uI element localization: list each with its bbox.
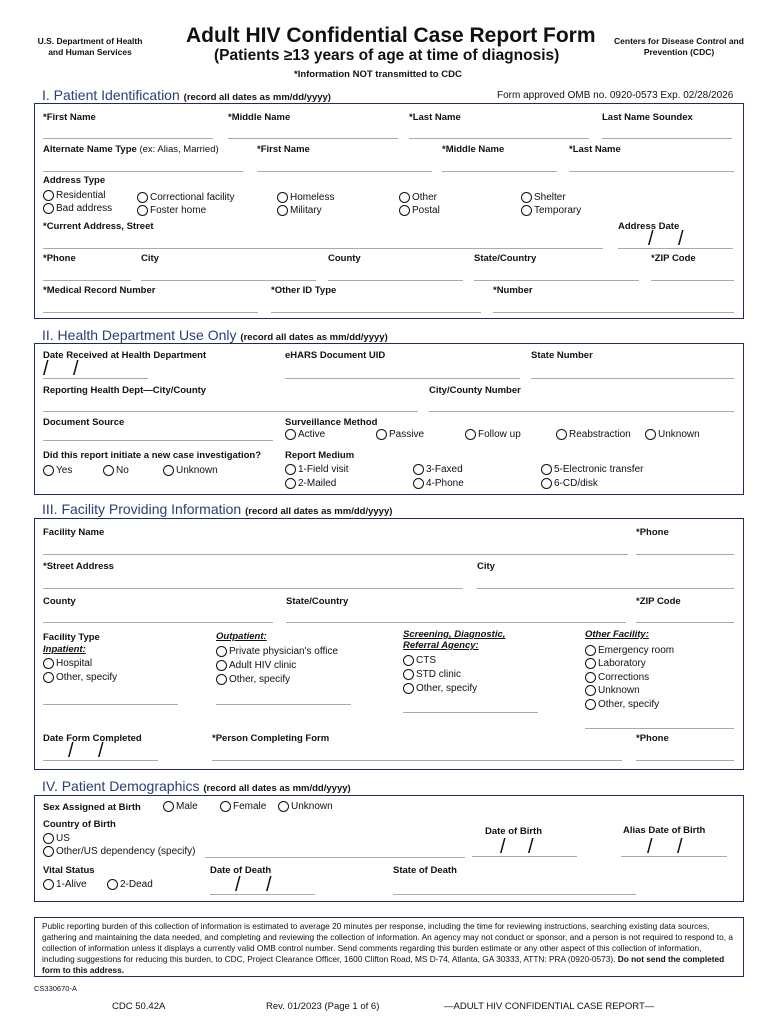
medium-phone[interactable]: 4-Phone xyxy=(413,478,464,489)
radio-icon xyxy=(285,429,296,440)
radio-icon xyxy=(521,205,532,216)
revision: Rev. 01/2023 (Page 1 of 6) xyxy=(266,1001,380,1012)
outpatient-other[interactable]: Other, specify xyxy=(216,674,290,685)
medium-mailed[interactable]: 2-Mailed xyxy=(285,478,336,489)
facility-name-label: Facility Name xyxy=(43,527,105,538)
other-id-field[interactable] xyxy=(271,312,481,313)
outpatient-private[interactable]: Private physician's office xyxy=(216,646,338,657)
mrn-field[interactable] xyxy=(43,312,258,313)
addr-military[interactable]: Military xyxy=(277,205,322,216)
radio-icon xyxy=(376,429,387,440)
addr-correctional[interactable]: Correctional facility xyxy=(137,192,234,203)
addr-temporary[interactable]: Temporary xyxy=(521,205,581,216)
zip-field[interactable] xyxy=(651,280,734,281)
new-case-unknown[interactable]: Unknown xyxy=(163,465,218,476)
radio-icon xyxy=(43,846,54,857)
facility-county-field[interactable] xyxy=(43,622,273,623)
inpatient-other[interactable]: Other, specify xyxy=(43,672,117,683)
vital-dead[interactable]: 2-Dead xyxy=(107,879,153,890)
facility-zip-field[interactable] xyxy=(636,622,734,623)
other-id-label: *Other ID Type xyxy=(271,285,337,296)
first-name-field[interactable] xyxy=(43,138,213,139)
surv-passive[interactable]: Passive xyxy=(376,429,424,440)
radio-icon xyxy=(541,464,552,475)
radio-icon xyxy=(163,465,174,476)
radio-icon xyxy=(43,203,54,214)
person-completing-field[interactable] xyxy=(212,760,622,761)
country-other[interactable]: Other/US dependency (specify) xyxy=(43,846,196,857)
radio-icon xyxy=(403,683,414,694)
sex-female[interactable]: Female xyxy=(220,801,266,812)
radio-icon xyxy=(103,465,114,476)
last-name-label: *Last Name xyxy=(409,112,461,123)
radio-icon xyxy=(585,672,596,683)
number-label: *Number xyxy=(493,285,533,296)
screening-other[interactable]: Other, specify xyxy=(403,683,477,694)
addr-shelter[interactable]: Shelter xyxy=(521,192,566,203)
outpatient-label: Outpatient: xyxy=(216,631,267,642)
radio-icon xyxy=(285,464,296,475)
other-er[interactable]: Emergency room xyxy=(585,645,674,656)
state-number-label: State Number xyxy=(531,350,593,361)
sex-label: Sex Assigned at Birth xyxy=(43,802,141,813)
addr-residential[interactable]: Residential xyxy=(43,190,105,201)
alias-dob-field[interactable]: / / xyxy=(621,838,727,858)
alt-first-name-field[interactable] xyxy=(257,171,432,172)
country-birth-label: Country of Birth xyxy=(43,819,116,830)
addr-foster-home[interactable]: Foster home xyxy=(137,205,206,216)
date-received-label: Date Received at Health Department xyxy=(43,350,207,361)
radio-icon xyxy=(645,429,656,440)
radio-icon xyxy=(556,429,567,440)
section-1-title: I. Patient Identification (record all dates as mm/dd/yyyy) xyxy=(42,87,331,103)
radio-icon xyxy=(585,699,596,710)
radio-icon xyxy=(278,801,289,812)
radio-icon xyxy=(465,429,476,440)
radio-icon xyxy=(137,205,148,216)
form-code: CS330670-A xyxy=(34,984,77,993)
radio-icon xyxy=(585,645,596,656)
radio-icon xyxy=(585,685,596,696)
radio-icon xyxy=(107,879,118,890)
ehars-field[interactable] xyxy=(285,378,520,379)
reporting-dept-field[interactable] xyxy=(43,411,418,412)
soundex-label: Last Name Soundex xyxy=(602,112,693,123)
completer-phone-label: *Phone xyxy=(636,733,669,744)
outpatient-other-field[interactable] xyxy=(216,704,351,705)
new-case-yes[interactable]: Yes xyxy=(43,465,72,476)
radio-icon xyxy=(216,660,227,671)
surv-reabstraction[interactable]: Reabstraction xyxy=(556,429,631,440)
sex-unknown[interactable]: Unknown xyxy=(278,801,333,812)
radio-icon xyxy=(277,192,288,203)
middle-name-field[interactable] xyxy=(228,138,398,139)
inpatient-hospital[interactable]: Hospital xyxy=(43,658,92,669)
form-number: CDC 50.42A xyxy=(112,1001,166,1012)
radio-icon xyxy=(585,658,596,669)
vital-status-label: Vital Status xyxy=(43,865,95,876)
surv-active[interactable]: Active xyxy=(285,429,325,440)
facility-state-label: State/Country xyxy=(286,596,349,607)
radio-icon xyxy=(43,833,54,844)
radio-icon xyxy=(43,879,54,890)
sex-male[interactable]: Male xyxy=(163,801,198,812)
first-name-label: *First Name xyxy=(43,112,96,123)
radio-icon xyxy=(163,801,174,812)
dod-label: Date of Death xyxy=(210,865,272,876)
alias-dob-label: Alias Date of Birth xyxy=(623,825,706,836)
other-corrections[interactable]: Corrections xyxy=(585,672,649,683)
person-completing-label: *Person Completing Form xyxy=(212,733,330,744)
radio-icon xyxy=(399,205,410,216)
surv-unknown[interactable]: Unknown xyxy=(645,429,700,440)
burden-statement: Public reporting burden of this collection of information is estimated to average 20 minutes per response, including the time for reviewing instructions, searching existing data sources, gathering and maintaining the data needed, and completing and reviewing the collection of information. An agency may not conduct or sponsor, and a person is not required to respond to, a collection of information unless it displays a currently valid OMB control number. Send comments regarding this burden estimate or any other aspect of this collection of information, including suggestions for reducing this burden, to CDC, Project Clearance Officer, 1600 Clifton Road, MS D-74, Atlanta, GA 30333, ATTN: PRA (0920-0573). Do not send the completed form to this address. xyxy=(34,917,744,977)
alt-name-type-field[interactable] xyxy=(43,171,243,172)
radio-icon xyxy=(277,205,288,216)
facility-name-field[interactable] xyxy=(43,554,628,555)
radio-icon xyxy=(220,801,231,812)
alt-middle-name-label: *Middle Name xyxy=(442,144,505,155)
report-medium-label: Report Medium xyxy=(285,450,355,461)
addr-bad-address[interactable]: Bad address xyxy=(43,203,112,214)
radio-icon xyxy=(403,669,414,680)
facility-phone-field[interactable] xyxy=(636,554,734,555)
medium-cd-disk[interactable]: 6-CD/disk xyxy=(541,478,598,489)
medium-field-visit[interactable]: 1-Field visit xyxy=(285,464,349,475)
addr-postal[interactable]: Postal xyxy=(399,205,440,216)
radio-icon xyxy=(43,672,54,683)
alt-name-type-label: Alternate Name Type (ex: Alias, Married) xyxy=(43,144,219,155)
form-subtitle: (Patients ≥13 years of age at time of diagnosis) xyxy=(214,47,560,64)
doc-source-field[interactable] xyxy=(43,440,273,441)
form-title: Adult HIV Confidential Case Report Form xyxy=(186,24,596,47)
screening-label: Screening, Diagnostic, Referral Agency: xyxy=(403,629,506,651)
radio-icon xyxy=(43,658,54,669)
date-received-field[interactable]: / / xyxy=(43,360,148,380)
radio-icon xyxy=(403,655,414,666)
address-date-label: Address Date xyxy=(618,221,680,232)
date-completed-label: Date Form Completed xyxy=(43,733,142,744)
addr-homeless[interactable]: Homeless xyxy=(277,192,334,203)
zip-label: *ZIP Code xyxy=(651,253,696,264)
county-field[interactable] xyxy=(328,280,463,281)
surv-follow-up[interactable]: Follow up xyxy=(465,429,521,440)
state-death-label: State of Death xyxy=(393,865,457,876)
middle-name-label: *Middle Name xyxy=(228,112,291,123)
facility-type-label: Facility Type xyxy=(43,632,100,643)
facility-phone-label: *Phone xyxy=(636,527,669,538)
facility-city-label: City xyxy=(477,561,495,572)
radio-icon xyxy=(413,478,424,489)
country-other-field[interactable] xyxy=(205,857,465,858)
agency-left: U.S. Department of Health and Human Services xyxy=(37,36,143,57)
other-unknown[interactable]: Unknown xyxy=(585,685,640,696)
date-completed-field[interactable]: / / xyxy=(43,742,158,762)
other-facility-label: Other Facility: xyxy=(585,629,649,640)
alt-last-name-field[interactable] xyxy=(569,171,734,172)
city-county-number-label: City/County Number xyxy=(429,385,521,396)
city-county-number-field[interactable] xyxy=(429,411,734,412)
street-label: *Current Address, Street xyxy=(43,221,154,232)
omb-number: Form approved OMB no. 0920-0573 Exp. 02/28/2026 xyxy=(497,90,734,101)
radio-icon xyxy=(413,464,424,475)
radio-icon xyxy=(137,192,148,203)
section-3-title: III. Facility Providing Information (record all dates as mm/dd/yyyy) xyxy=(42,501,393,517)
radio-icon xyxy=(541,478,552,489)
city-field[interactable] xyxy=(141,280,316,281)
phone-field[interactable] xyxy=(43,280,131,281)
screening-cts[interactable]: CTS xyxy=(403,655,436,666)
county-label: County xyxy=(328,253,361,264)
radio-icon xyxy=(216,674,227,685)
radio-icon xyxy=(521,192,532,203)
facility-zip-label: *ZIP Code xyxy=(636,596,681,607)
vital-alive[interactable]: 1-Alive xyxy=(43,879,87,890)
not-transmitted-note: *Information NOT transmitted to CDC xyxy=(294,69,462,80)
facility-city-field[interactable] xyxy=(477,588,734,589)
dob-label: Date of Birth xyxy=(485,826,542,837)
soundex-field[interactable] xyxy=(602,138,732,139)
country-us[interactable]: US xyxy=(43,833,70,844)
state-label: State/Country xyxy=(474,253,537,264)
radio-icon xyxy=(216,646,227,657)
last-name-field[interactable] xyxy=(409,138,589,139)
other-laboratory[interactable]: Laboratory xyxy=(585,658,646,669)
state-field[interactable] xyxy=(474,280,639,281)
address-date-field[interactable]: / / xyxy=(618,230,733,250)
mrn-label: *Medical Record Number xyxy=(43,285,156,296)
screening-other-field[interactable] xyxy=(403,712,538,713)
inpatient-label: Inpatient: xyxy=(43,644,86,655)
inpatient-other-field[interactable] xyxy=(43,704,178,705)
doc-source-label: Document Source xyxy=(43,417,125,428)
phone-label: *Phone xyxy=(43,253,76,264)
other-specify-field[interactable] xyxy=(585,728,734,729)
footer-label: —ADULT HIV CONFIDENTIAL CASE REPORT— xyxy=(444,1001,655,1012)
addr-other[interactable]: Other xyxy=(399,192,437,203)
dod-field[interactable]: / / xyxy=(210,876,315,896)
section-2-title: II. Health Department Use Only (record all dates as mm/dd/yyyy) xyxy=(42,327,388,343)
reporting-dept-label: Reporting Health Dept—City/County xyxy=(43,385,207,396)
radio-icon xyxy=(43,190,54,201)
ehars-label: eHARS Document UID xyxy=(285,350,386,361)
radio-icon xyxy=(285,478,296,489)
address-type-label: Address Type xyxy=(43,175,106,186)
surv-method-label: Surveillance Method xyxy=(285,417,378,428)
dob-field[interactable]: / / xyxy=(472,838,577,858)
new-case-no[interactable]: No xyxy=(103,465,129,476)
alt-first-name-label: *First Name xyxy=(257,144,310,155)
city-label: City xyxy=(141,253,159,264)
new-case-label: Did this report initiate a new case investigation? xyxy=(43,450,262,461)
screening-std[interactable]: STD clinic xyxy=(403,669,461,680)
facility-street-label: *Street Address xyxy=(43,561,114,572)
radio-icon xyxy=(43,465,54,476)
facility-state-field[interactable] xyxy=(286,622,626,623)
agency-right: Centers for Disease Control and Prevention (CDC) xyxy=(614,36,744,57)
alt-last-name-label: *Last Name xyxy=(569,144,621,155)
medium-electronic[interactable]: 5-Electronic transfer xyxy=(541,464,643,475)
other-specify[interactable]: Other, specify xyxy=(585,699,659,710)
number-field[interactable] xyxy=(493,312,734,313)
facility-street-field[interactable] xyxy=(43,588,463,589)
section-4-title: IV. Patient Demographics (record all dates as mm/dd/yyyy) xyxy=(42,778,351,794)
radio-icon xyxy=(399,192,410,203)
completer-phone-field[interactable] xyxy=(636,760,734,761)
alt-middle-name-field[interactable] xyxy=(442,171,557,172)
state-death-field[interactable] xyxy=(393,894,636,895)
facility-county-label: County xyxy=(43,596,76,607)
medium-faxed[interactable]: 3-Faxed xyxy=(413,464,463,475)
state-number-field[interactable] xyxy=(531,378,734,379)
street-field[interactable] xyxy=(43,248,603,249)
outpatient-hiv-clinic[interactable]: Adult HIV clinic xyxy=(216,660,296,671)
